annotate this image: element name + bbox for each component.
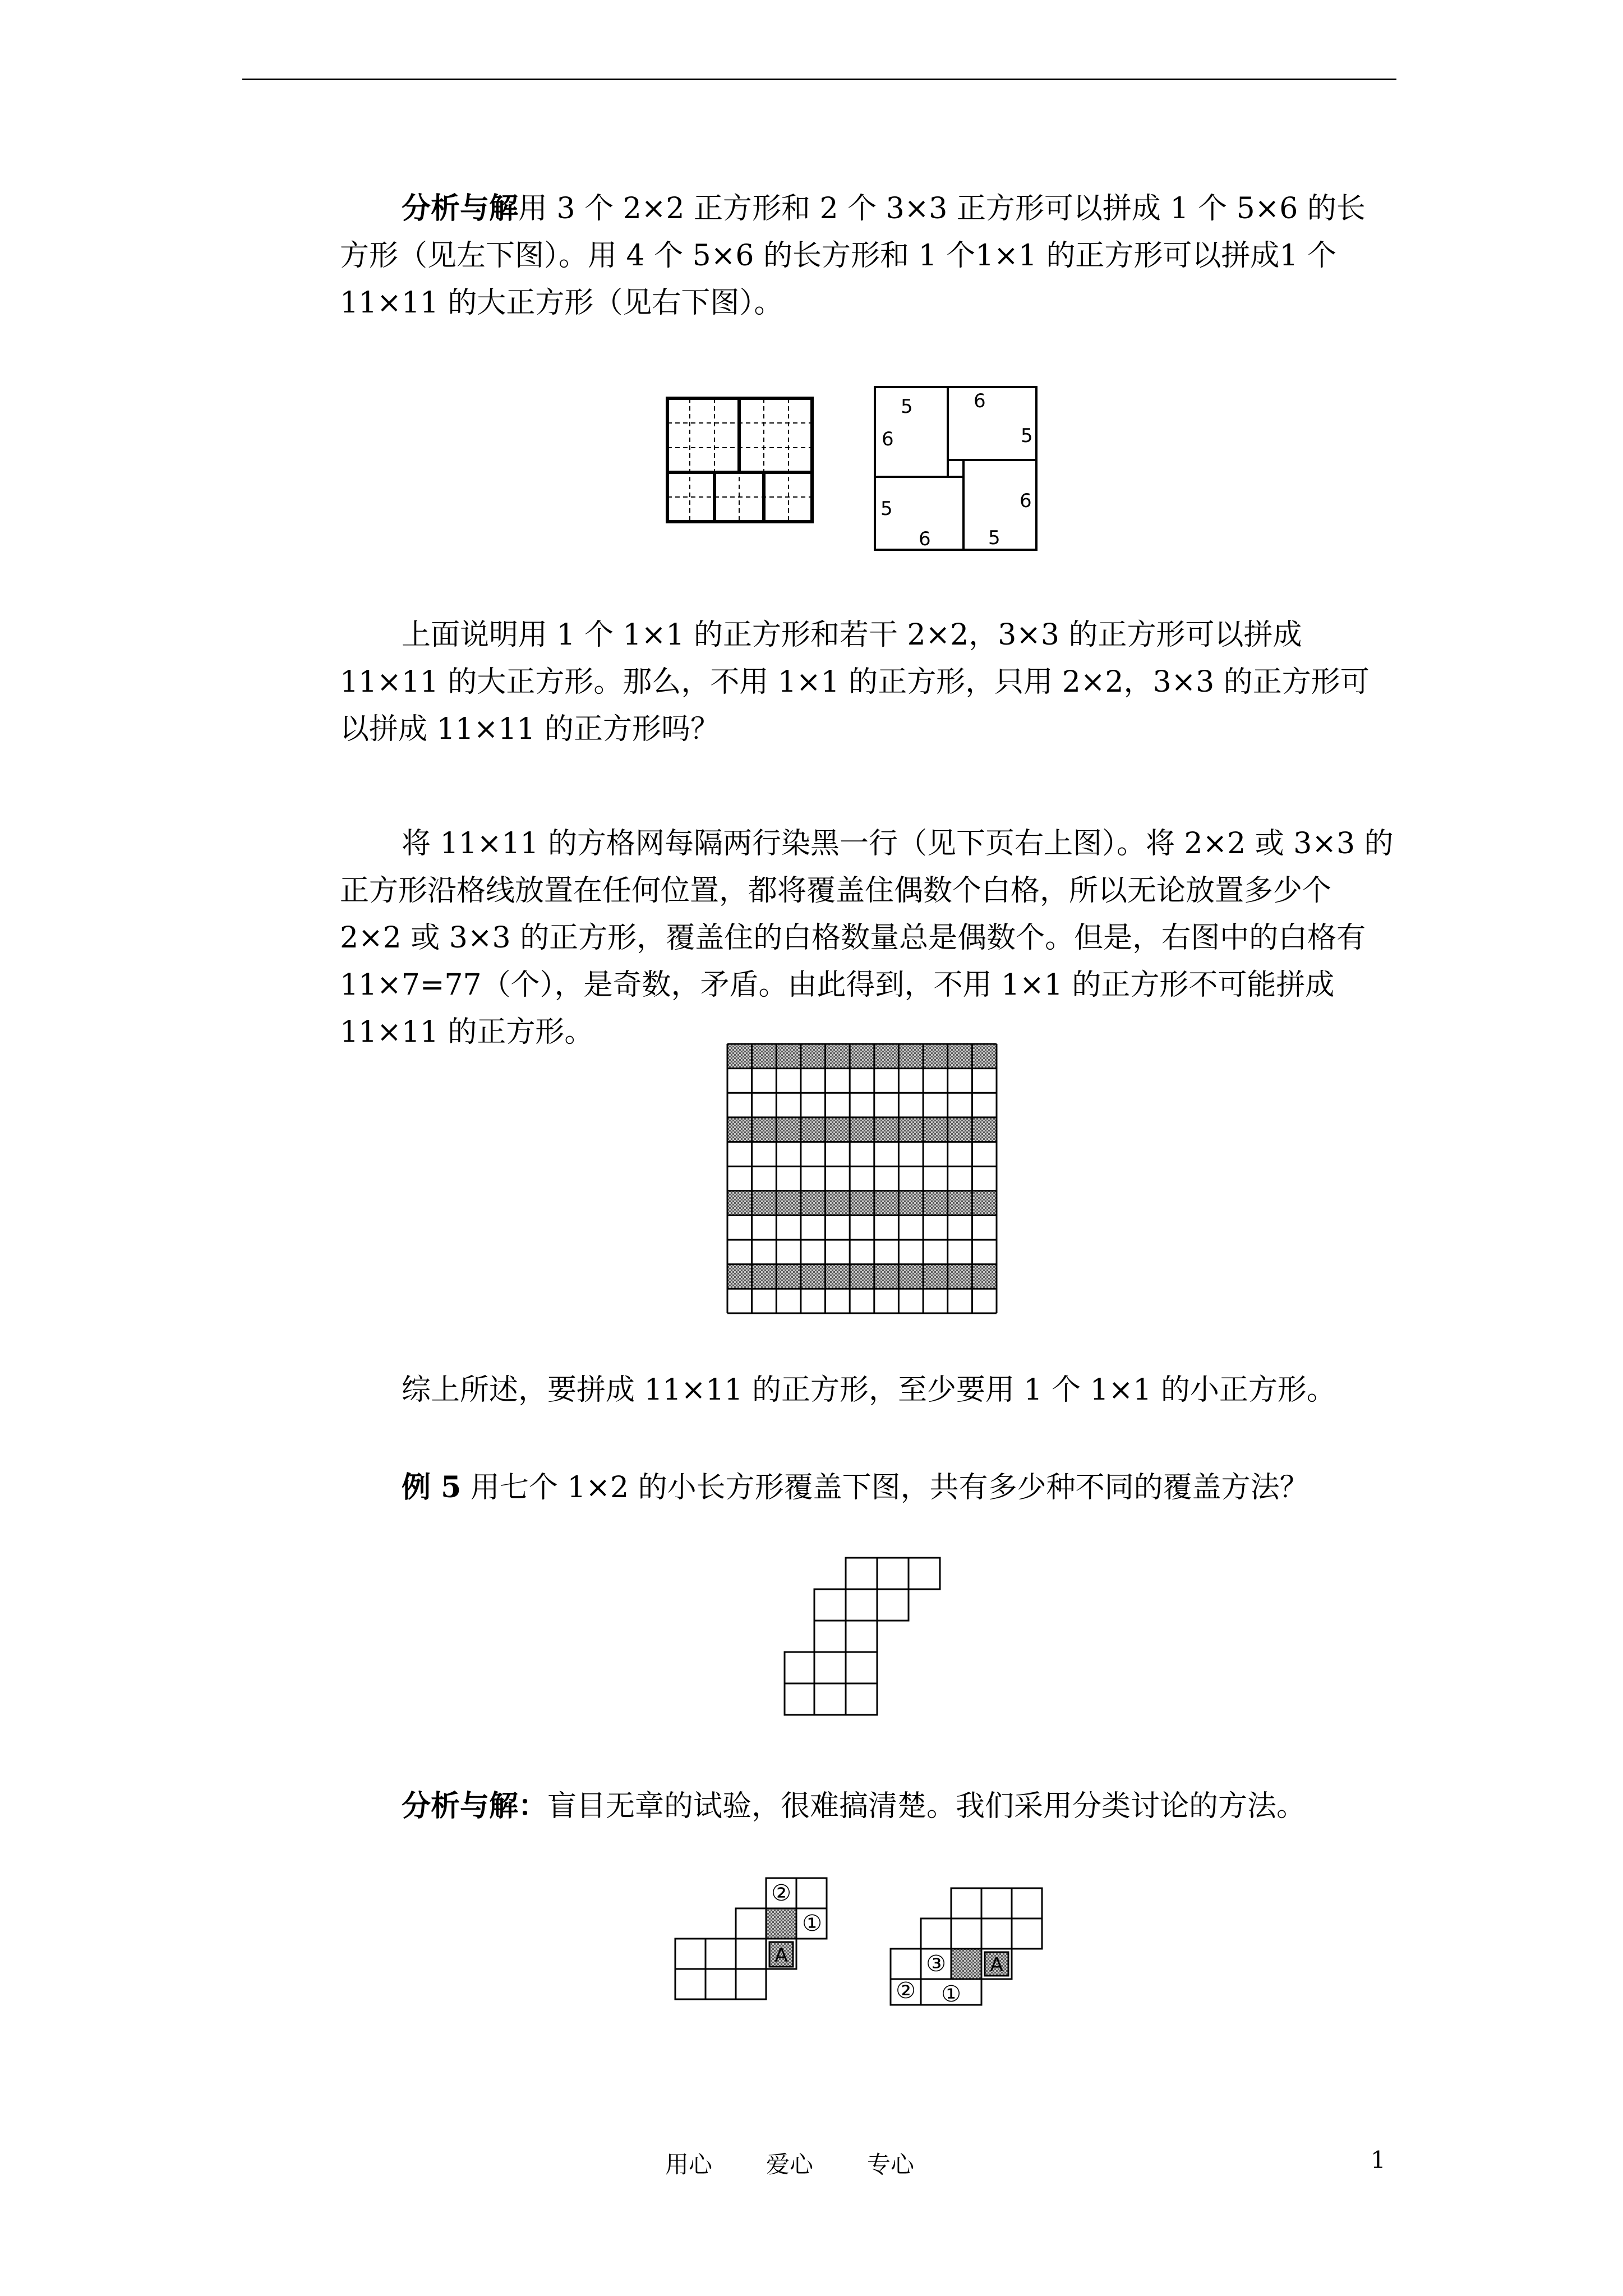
figure-case-1 [673, 1876, 839, 2005]
analysis-text-1: 用 3 个 2×2 正方形和 2 个 3×3 正方形可以拼成 1 个 5×6 的长方形（见左下图）。用 4 个 5×6 的长方形和 1 个1×1 的正方形可以拼成1 个 11×11 的大正方形（见右下图）。 [340, 192, 1366, 320]
header-rule [242, 79, 1396, 80]
footer-motto-3: 专心 [867, 2151, 915, 2178]
figure-5x6-tiling [665, 396, 814, 524]
label-rect-a-height: 6 [882, 428, 894, 450]
example-5-label: 例 5 [402, 1470, 462, 1504]
case2-label-3: ③ [926, 1951, 946, 1977]
analysis-label-2: 分析与解： [402, 1789, 548, 1823]
footer-motto-2: 爱心 [766, 2151, 814, 2178]
label-rect-b-height: 5 [1021, 425, 1033, 447]
case2-label-2: ② [896, 1978, 916, 2004]
figure-11x11-striped-grid [726, 1042, 998, 1315]
case1-label-2: ② [771, 1880, 791, 1906]
shaded-row [727, 1191, 997, 1216]
figure-staircase-shape [783, 1556, 943, 1717]
case2-label-A: A [990, 1954, 1003, 1976]
figure-11x11-from-rectangles [873, 385, 1039, 552]
label-rect-b-width: 6 [974, 390, 986, 412]
label-rect-a-width: 5 [901, 395, 913, 418]
case2-label-1: ① [941, 1981, 961, 2007]
paragraph-analysis-1 [340, 185, 1394, 326]
analysis-label: 分析与解 [402, 191, 519, 226]
label-rect-d-width: 5 [988, 527, 1000, 549]
figure-case-2 [888, 1886, 1054, 2009]
conclusion-text: 综上所述，要拼成 11×11 的正方形，至少要用 1 个 1×1 的小正方形。 [402, 1373, 1336, 1407]
label-rect-c-width: 6 [919, 528, 931, 550]
coloring-argument-text: 将 11×11 的方格网每隔两行染黑一行（见下页右上图）。将 2×2 或 3×3 的正方形沿格线放置在任何位置，都将覆盖住偶数个白格，所以无论放置多少个 2×2 或 3×3 的正方形，覆盖住的白格数量总是偶数个。但是，右图中的白格有 11×7=77（个），是奇数，矛盾。由此得到，不用 1×1 的正方形不可能拼成 11×11 的正方形。 [340, 827, 1394, 1049]
footer-motto-1: 用心 [665, 2151, 713, 2178]
paragraph-example-5 [340, 1464, 1394, 1511]
label-rect-d-height: 6 [1020, 490, 1032, 512]
case1-label-1: ① [802, 1911, 822, 1936]
paragraph-question [340, 611, 1394, 753]
paragraph-conclusion [340, 1366, 1394, 1414]
question-text: 上面说明用 1 个 1×1 的正方形和若干 2×2，3×3 的正方形可以拼成11×11 的大正方形。那么，不用 1×1 的正方形，只用 2×2，3×3 的正方形可以拼成 11×11 的正方形吗？ [340, 618, 1370, 746]
analysis-text-2: 盲目无章的试验，很难搞清楚。我们采用分类讨论的方法。 [547, 1789, 1306, 1823]
example-5-text: 用七个 1×2 的小长方形覆盖下图，共有多少种不同的覆盖方法？ [470, 1471, 1309, 1504]
page-number: 1 [1371, 2146, 1386, 2174]
shaded-row [727, 1264, 997, 1289]
label-rect-c-height: 5 [880, 498, 893, 520]
shaded-row [727, 1044, 997, 1069]
paragraph-analysis-2 [340, 1783, 1394, 1830]
shaded-row [727, 1117, 997, 1142]
paragraph-coloring-argument [340, 820, 1394, 1056]
case1-label-A: A [774, 1944, 788, 1967]
